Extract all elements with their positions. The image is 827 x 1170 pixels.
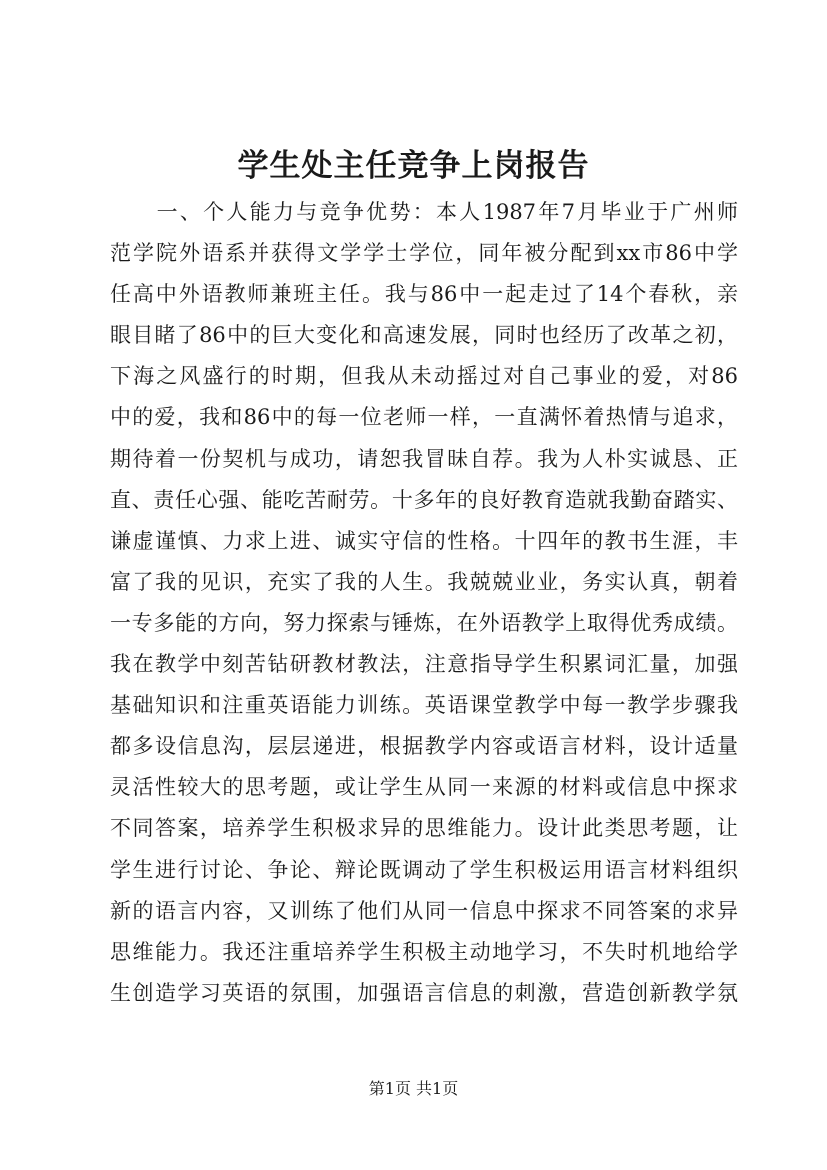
paragraph-line: 期待着一份契机与成功，请恕我冒昧自荐。我为人朴实诚恳、正 — [110, 446, 738, 471]
paragraph-line: 下海之风盛行的时期，但我从未动摇过对自己事业的爱，对86 — [110, 364, 738, 389]
paragraph-line: 范学院外语系并获得文学学士学位，同年被分配到xx市86中学 — [110, 241, 738, 266]
paragraph-line: 富了我的见识，充实了我的人生。我兢兢业业，务实认真，朝着 — [110, 569, 738, 594]
paragraph-line: 思维能力。我还注重培养学生积极主动地学习，不失时机地给学 — [110, 939, 738, 964]
paragraph-line: 一专多能的方向，努力探索与锤炼，在外语教学上取得优秀成绩。 — [110, 610, 738, 635]
paragraph-line: 眼目睹了86中的巨大变化和高速发展，同时也经历了改革之初， — [110, 323, 738, 348]
paragraph-line: 生创造学习英语的氛围，加强语言信息的刺激，营造创新教学氛 — [110, 980, 738, 1005]
paragraph-line: 基础知识和注重英语能力训练。英语课堂教学中每一教学步骤我 — [110, 693, 738, 718]
paragraph-line: 谦虚谨慎、力求上进、诚实守信的性格。十四年的教书生涯，丰 — [110, 528, 738, 553]
paragraph-line: 中的爱，我和86中的每一位老师一样，一直满怀着热情与追求， — [110, 405, 738, 430]
paragraph-line: 灵活性较大的思考题，或让学生从同一来源的材料或信息中探求 — [110, 775, 738, 800]
paragraph-line: 新的语言内容，又训练了他们从同一信息中探求不同答案的求异 — [110, 898, 738, 923]
paragraph-line: 直、责任心强、能吃苦耐劳。十多年的良好教育造就我勤奋踏实、 — [110, 487, 738, 512]
document-body — [110, 192, 738, 1014]
paragraph-line: 我在教学中刻苦钻研教材教法，注意指导学生积累词汇量，加强 — [110, 652, 738, 677]
paragraph-line: 学生进行讨论、争论、辩论既调动了学生积极运用语言材料组织 — [110, 857, 738, 882]
page-footer: 第1页 共1页 — [368, 1079, 459, 1098]
page-title: 学生处主任竞争上岗报告 — [237, 148, 590, 184]
paragraph-line: 一、个人能力与竞争优势：本人1987年7月毕业于广州师 — [110, 200, 738, 224]
paragraph-line: 任高中外语教师兼班主任。我与86中一起走过了14个春秋，亲 — [110, 282, 738, 307]
paragraph-line: 不同答案，培养学生积极求异的思维能力。设计此类思考题，让 — [110, 816, 738, 841]
paragraph-line: 都多设信息沟，层层递进，根据教学内容或语言材料，设计适量 — [110, 734, 738, 759]
